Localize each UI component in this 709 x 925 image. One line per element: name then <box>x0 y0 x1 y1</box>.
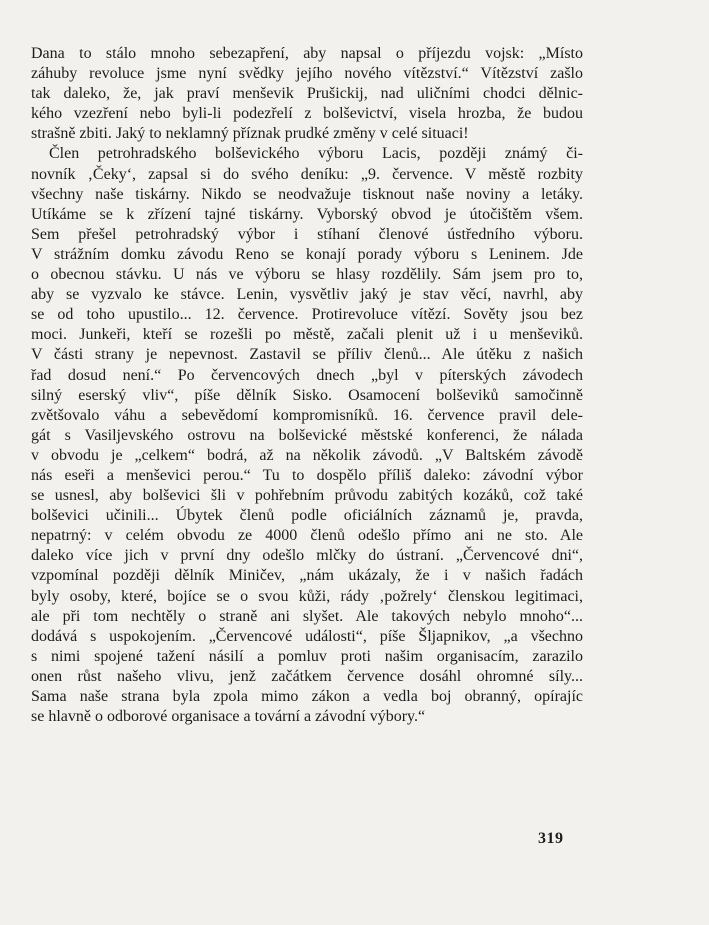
text-line: se od toho upustilo... 12. července. Protirevoluce vítězí. Sověty jsou bez <box>31 306 583 324</box>
text-line: strašně zbiti. Jaký to neklamný příznak prudké změny v celé situaci! <box>31 125 469 143</box>
text-line: Sem přešel petrohradský výbor i stíhaní členové ústředního výboru. <box>31 225 583 243</box>
text-line: V strážním domku závodu Reno se konají porady výboru s Leninem. Jde <box>31 245 583 263</box>
text-line: řad dosud není.“ Po červencových dnech „byl v píterských závodech <box>31 366 583 384</box>
text-line: dodává s uspokojením. „Červencové události“, píše Šljapnikov, „a všechno <box>31 627 583 645</box>
text-line: všechny naše tiskárny. Nikdo se neodvažuje tisknout naše noviny a letáky. <box>31 185 583 203</box>
text-line: zvětšovalo váhu a sebevědomí kompromisníků. 16. července pravil dele- <box>31 406 583 424</box>
body-text <box>31 44 583 727</box>
text-line: Sama naše strana byla zpola mimo zákon a vedla boj obranný, opírajíc <box>31 688 583 705</box>
text-line: s nimi spojené tažení násilí a pomluv proti našim organisacím, zarazilo <box>31 647 583 665</box>
text-line: záhuby revoluce jsme nyní svědky jejího nového vítězství.“ Vítězství zašlo <box>31 65 583 83</box>
text-line: kého vzezření nebo byli-li podezřelí z bolševictví, visela hrozba, že budou <box>31 105 583 123</box>
text-line: Utíkáme se k zřízení tajné tiskárny. Vyborský obvod je útočištěm všem. <box>31 205 583 223</box>
text-line: Dana to stálo mnoho sebezapření, aby napsal o příjezdu vojsk: „Místo <box>31 45 583 62</box>
text-line: onen růst našeho vlivu, jenž začátkem července dosáhl ohromné síly... <box>31 667 583 685</box>
text-line: aby se vyzvalo ke stávce. Lenin, vysvětliv jaký je stav věcí, navrhl, aby <box>31 286 583 304</box>
text-line: byly osoby, které, bojíce se o svou kůži, rády ‚požrely‘ členskou legitimaci, <box>31 587 583 605</box>
text-line: Člen petrohradského bolševického výboru Lacis, později známý či- <box>49 145 583 163</box>
text-line: tak daleko, že, jak praví menševik Prušickij, nad uličními chodci dělnic- <box>31 85 583 103</box>
text-line: bolševici učinili... Úbytek členů podle oficiálních záznamů je, pravda, <box>31 507 583 525</box>
text-line: o obecnou stávku. U nás ve výboru se hlasy rozdělily. Sám jsem pro to, <box>31 266 583 284</box>
text-line: nás eseři a menševici perou.“ Tu to dospělo příliš daleko: závodní výbor <box>31 466 583 484</box>
text-line: ale při tom nechtěly o straně ani slyšet. Ale takových nebylo mnoho“... <box>31 607 583 625</box>
text-line: daleko více jich v první dny odešlo mlčky do ústraní. „Červencové dni“, <box>31 547 583 565</box>
text-line: V části strany je nepevnost. Zastavil se příliv členů... Ale útěku z našich <box>31 346 583 364</box>
text-line: silný eserský vliv“, píše dělník Sisko. Osamocení bolševiků samočinně <box>31 386 583 404</box>
text-line: se hlavně o odborové organisace a tovární a závodní výbory.“ <box>31 708 426 726</box>
text-line: moci. Junkeři, kteří se rozešli po městě, začali plenit už i u menševiků. <box>31 326 583 344</box>
text-line: vzpomínal později dělník Miničev, „nám ukázaly, že i v našich řadách <box>31 567 583 585</box>
page-number: 319 <box>538 830 564 847</box>
text-line: gát s Vasiljevského ostrovu na bolševické městské konferenci, že nálada <box>31 426 583 444</box>
text-line: v obvodu je „celkem“ bodrá, až na několik závodů. „V Baltském závodě <box>31 446 583 464</box>
text-line: se usnesl, aby bolševici šli v pohřebním průvodu zabitých kozáků, což také <box>31 487 583 505</box>
text-line: nepatrný: v celém obvodu ze 4000 členů odešlo přímo ani ne sto. Ale <box>31 527 583 545</box>
text-line: novník ‚Čeky‘, zapsal si do svého deníku: „9. července. V městě rozbity <box>31 165 583 183</box>
